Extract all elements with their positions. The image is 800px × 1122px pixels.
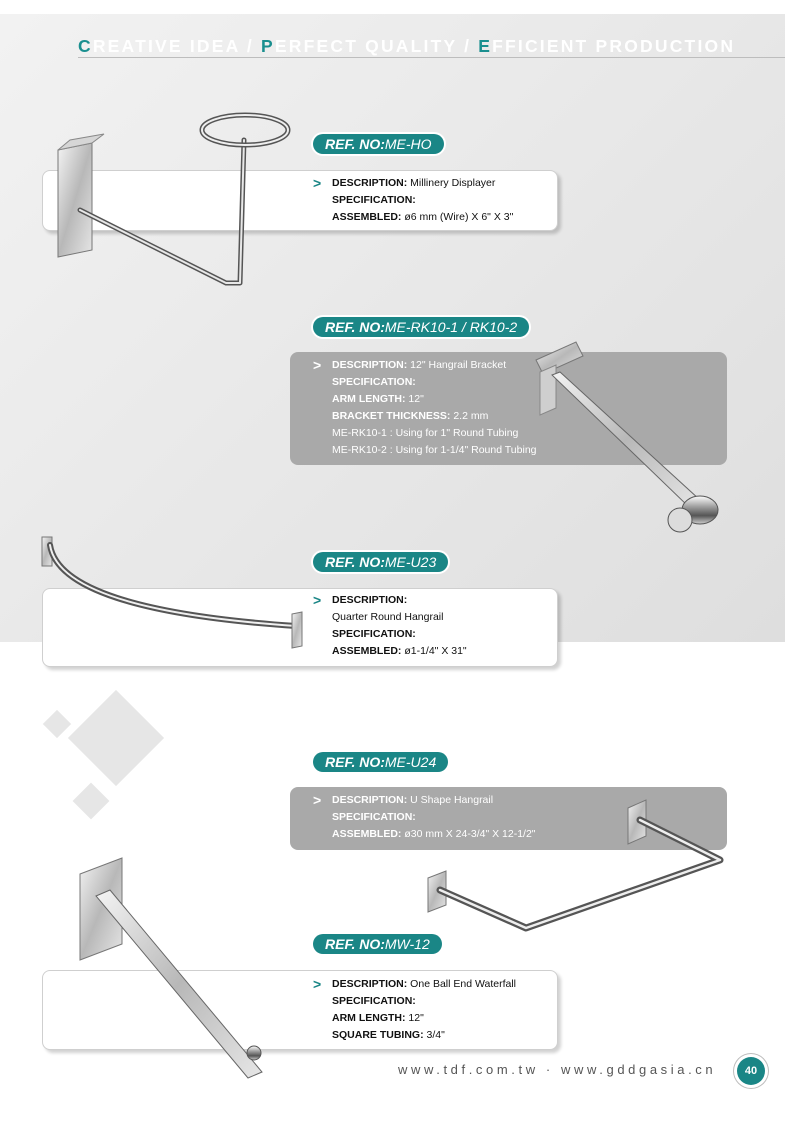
ball-end-waterfall-image — [80, 858, 262, 1078]
ref-badge-mw-12: REF. NO:MW-12 — [313, 934, 442, 954]
product-description-me-ho: DESCRIPTION: Millinery Displayer SPECIFICATION: ASSEMBLED: ø6 mm (Wire) X 6" X 3" — [332, 177, 514, 223]
header-initial-p: P — [261, 36, 275, 56]
header-separator: / — [457, 36, 479, 56]
bullet-arrow-icon: > — [313, 175, 322, 191]
millinery-displayer-image — [58, 115, 288, 283]
ref-badge-me-ho: REF. NO:ME-HO — [313, 134, 444, 154]
header-word-efficient-production: FFICIENT PRODUCTION — [492, 36, 736, 56]
footer-websites: www.tdf.com.tw · www.gddgasia.cn — [398, 1062, 717, 1077]
product-description-mw-12: DESCRIPTION: One Ball End Waterfall SPECIFICATION: ARM LENGTH: 12" SQUARE TUBING: 3/4" — [332, 978, 517, 1041]
hangrail-bracket-image — [536, 342, 718, 532]
bullet-arrow-icon: > — [313, 976, 322, 992]
bullet-arrow-icon: > — [313, 592, 322, 608]
bullet-arrow-icon: > — [313, 357, 322, 373]
ref-badge-me-u24: REF. NO:ME-U24 — [313, 752, 448, 772]
header-initial-e: E — [478, 36, 493, 56]
ref-badge-me-u23: REF. NO:ME-U23 — [313, 552, 448, 572]
header-word-creative-idea: REATIVE IDEA — [92, 36, 240, 56]
product-description-me-rk10: DESCRIPTION: 12" Hangrail Bracket SPECIFICATION: ARM LENGTH: 12" BRACKET THICKNESS: 2.2 mm ME-RK10-1 : Using for 1" Round Tubing ME-RK10-2 : Using for 1-1/4" Round Tubing — [332, 359, 537, 456]
header-word-perfect-quality: ERFECT QUALITY — [274, 36, 458, 56]
ref-badge-me-rk10: REF. NO:ME-RK10-1 / RK10-2 — [313, 317, 529, 337]
header-separator: / — [239, 36, 262, 56]
header-initial-c: C — [78, 36, 93, 56]
page-number-badge: 40 — [737, 1057, 765, 1085]
quarter-round-hangrail-image — [42, 537, 302, 648]
product-description-me-u23: DESCRIPTION: Quarter Round Hangrail SPECIFICATION: ASSEMBLED: ø1-1/4" X 31" — [332, 594, 467, 657]
bullet-arrow-icon: > — [313, 792, 322, 808]
u-shape-hangrail-image — [428, 800, 720, 928]
product-description-me-u24: DESCRIPTION: U Shape Hangrail SPECIFICATION: ASSEMBLED: ø30 mm X 24-3/4" X 12-1/2" — [332, 794, 536, 840]
